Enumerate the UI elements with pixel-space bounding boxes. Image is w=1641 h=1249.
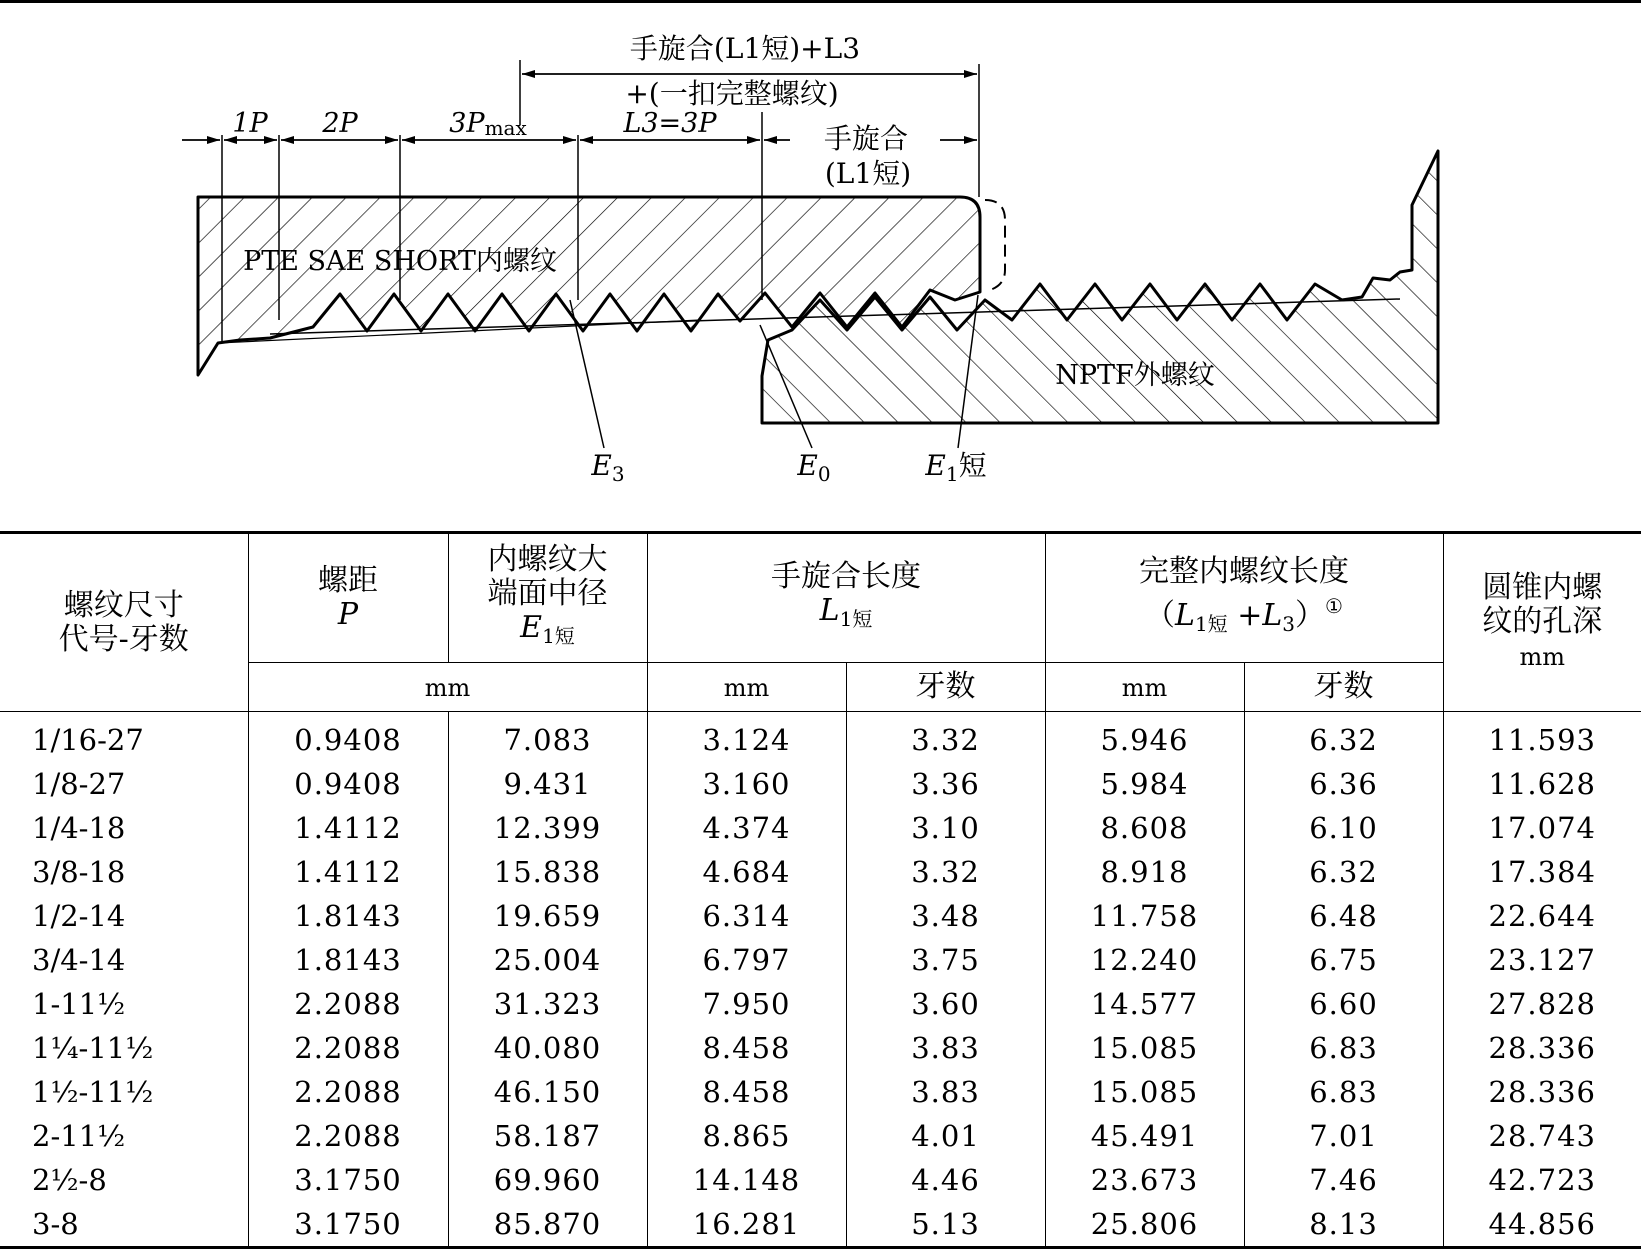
table-body bbox=[0, 712, 1641, 1248]
cell-full-teeth: 6.36 bbox=[1244, 762, 1443, 806]
dim-3pmax: 3Pmax bbox=[449, 108, 527, 140]
cell-hand-mm: 6.797 bbox=[647, 938, 846, 982]
cell-diameter: 7.083 bbox=[448, 712, 647, 763]
cell-hand-mm: 3.160 bbox=[647, 762, 846, 806]
cell-size: 3/8-18 bbox=[0, 850, 248, 894]
spec-table bbox=[0, 531, 1641, 1249]
cell-full-teeth: 6.75 bbox=[1244, 938, 1443, 982]
cell-size: 3/4-14 bbox=[0, 938, 248, 982]
label-e0: $E_0$ bbox=[797, 449, 831, 486]
cell-hand-mm: 8.458 bbox=[647, 1026, 846, 1070]
cell-size: 1/16-27 bbox=[0, 712, 248, 763]
cell-depth: 17.384 bbox=[1443, 850, 1641, 894]
cell-full-teeth: 6.10 bbox=[1244, 806, 1443, 850]
cell-diameter: 15.838 bbox=[448, 850, 647, 894]
cell-full-teeth: 7.01 bbox=[1244, 1114, 1443, 1158]
cell-full-teeth: 8.13 bbox=[1244, 1202, 1443, 1248]
cell-full-teeth: 7.46 bbox=[1244, 1158, 1443, 1202]
cell-size: 1/4-18 bbox=[0, 806, 248, 850]
label-e1: $E_1$短 bbox=[925, 449, 987, 486]
cell-pitch: 1.8143 bbox=[248, 894, 448, 938]
cell-diameter: 31.323 bbox=[448, 982, 647, 1026]
cell-hand-mm: 4.374 bbox=[647, 806, 846, 850]
table-row bbox=[0, 1114, 1641, 1158]
cell-full-mm: 11.758 bbox=[1045, 894, 1244, 938]
col-diameter-header: 内螺纹大 端面中径 $E_{1短}$ bbox=[448, 533, 647, 663]
cell-full-mm: 15.085 bbox=[1045, 1026, 1244, 1070]
cell-depth: 22.644 bbox=[1443, 894, 1641, 938]
cell-full-mm: 12.240 bbox=[1045, 938, 1244, 982]
cell-size: 2½-8 bbox=[0, 1158, 248, 1202]
cell-full-teeth: 6.32 bbox=[1244, 850, 1443, 894]
cell-hand-teeth: 3.32 bbox=[846, 850, 1045, 894]
dim-hand-line2: (L1短) bbox=[824, 157, 912, 190]
cell-full-mm: 25.806 bbox=[1045, 1202, 1244, 1248]
cell-hand-mm: 6.314 bbox=[647, 894, 846, 938]
cell-diameter: 12.399 bbox=[448, 806, 647, 850]
cell-hand-mm: 8.458 bbox=[647, 1070, 846, 1114]
cell-full-teeth: 6.83 bbox=[1244, 1070, 1443, 1114]
cell-pitch: 2.2088 bbox=[248, 1026, 448, 1070]
external-thread-label: NPTF外螺纹 bbox=[1055, 360, 1215, 391]
cell-hand-mm: 3.124 bbox=[647, 712, 846, 763]
thread-engagement-diagram bbox=[0, 0, 1641, 510]
cell-pitch: 2.2088 bbox=[248, 1114, 448, 1158]
dim-2p: 2P bbox=[322, 108, 358, 139]
cell-diameter: 40.080 bbox=[448, 1026, 647, 1070]
cell-depth: 28.743 bbox=[1443, 1114, 1641, 1158]
cell-full-mm: 45.491 bbox=[1045, 1114, 1244, 1158]
cell-depth: 42.723 bbox=[1443, 1158, 1641, 1202]
cell-pitch: 3.1750 bbox=[248, 1202, 448, 1248]
col-hand-engagement-header: 手旋合长度 $L_{1短}$ bbox=[647, 533, 1045, 663]
cell-depth: 11.593 bbox=[1443, 712, 1641, 763]
cell-hand-mm: 14.148 bbox=[647, 1158, 846, 1202]
col-size-header: 螺纹尺寸 代号-牙数 bbox=[0, 533, 248, 712]
dim-hand-line1: 手旋合 bbox=[823, 122, 909, 155]
cell-size: 1½-11½ bbox=[0, 1070, 248, 1114]
cell-hand-mm: 4.684 bbox=[647, 850, 846, 894]
cell-full-teeth: 6.60 bbox=[1244, 982, 1443, 1026]
cell-hand-teeth: 3.36 bbox=[846, 762, 1045, 806]
cell-size: 1¼-11½ bbox=[0, 1026, 248, 1070]
cell-hand-mm: 8.865 bbox=[647, 1114, 846, 1158]
cell-diameter: 58.187 bbox=[448, 1114, 647, 1158]
cell-pitch: 1.4112 bbox=[248, 850, 448, 894]
cell-full-mm: 23.673 bbox=[1045, 1158, 1244, 1202]
unit-mm-2: mm bbox=[647, 663, 846, 712]
cell-pitch: 2.2088 bbox=[248, 1070, 448, 1114]
cell-depth: 44.856 bbox=[1443, 1202, 1641, 1248]
cell-depth: 28.336 bbox=[1443, 1026, 1641, 1070]
cell-full-teeth: 6.83 bbox=[1244, 1026, 1443, 1070]
cell-hand-teeth: 5.13 bbox=[846, 1202, 1045, 1248]
unit-mm-1: mm bbox=[248, 663, 647, 712]
dim-l3: L3=3P bbox=[623, 108, 717, 139]
cell-full-mm: 15.085 bbox=[1045, 1070, 1244, 1114]
cell-size: 2-11½ bbox=[0, 1114, 248, 1158]
cell-pitch: 3.1750 bbox=[248, 1158, 448, 1202]
cell-hand-teeth: 3.83 bbox=[846, 1026, 1045, 1070]
col-full-thread-header: 完整内螺纹长度 $(L_{1短} +L_3)^①$ bbox=[1045, 533, 1443, 663]
table-row bbox=[0, 762, 1641, 806]
table-row bbox=[0, 850, 1641, 894]
cell-hand-teeth: 3.10 bbox=[846, 806, 1045, 850]
table-row bbox=[0, 982, 1641, 1026]
cell-hand-teeth: 3.83 bbox=[846, 1070, 1045, 1114]
table-row bbox=[0, 1158, 1641, 1202]
internal-thread-label: PTE SAE SHORT内螺纹 bbox=[243, 246, 557, 277]
table-row bbox=[0, 1202, 1641, 1248]
cell-hand-mm: 7.950 bbox=[647, 982, 846, 1026]
table-row bbox=[0, 806, 1641, 850]
cell-full-teeth: 6.32 bbox=[1244, 712, 1443, 763]
cell-pitch: 1.8143 bbox=[248, 938, 448, 982]
table-row bbox=[0, 1070, 1641, 1114]
cell-full-mm: 8.608 bbox=[1045, 806, 1244, 850]
cell-size: 1-11½ bbox=[0, 982, 248, 1026]
cell-hand-teeth: 3.75 bbox=[846, 938, 1045, 982]
cell-depth: 11.628 bbox=[1443, 762, 1641, 806]
col-depth-header: 圆锥内螺 纹的孔深 mm bbox=[1443, 533, 1641, 712]
cell-hand-teeth: 3.48 bbox=[846, 894, 1045, 938]
table-row bbox=[0, 938, 1641, 982]
unit-mm-3: mm bbox=[1045, 663, 1244, 712]
cell-hand-teeth: 4.01 bbox=[846, 1114, 1045, 1158]
cell-full-mm: 5.946 bbox=[1045, 712, 1244, 763]
cell-full-mm: 5.984 bbox=[1045, 762, 1244, 806]
cell-size: 1/8-27 bbox=[0, 762, 248, 806]
col-pitch-header: 螺距 P bbox=[248, 533, 448, 663]
cell-diameter: 69.960 bbox=[448, 1158, 647, 1202]
cell-diameter: 46.150 bbox=[448, 1070, 647, 1114]
top-dim-line2: +(一扣完整螺纹) bbox=[625, 77, 839, 110]
cell-hand-mm: 16.281 bbox=[647, 1202, 846, 1248]
label-e3: $E_3$ bbox=[591, 449, 625, 486]
cell-diameter: 85.870 bbox=[448, 1202, 647, 1248]
cell-depth: 23.127 bbox=[1443, 938, 1641, 982]
top-dim-line1: 手旋合(L1短)+L3 bbox=[629, 32, 861, 65]
cell-full-mm: 14.577 bbox=[1045, 982, 1244, 1026]
teeth-2: 牙数 bbox=[1244, 663, 1443, 712]
table-row bbox=[0, 1026, 1641, 1070]
cell-diameter: 19.659 bbox=[448, 894, 647, 938]
cell-pitch: 0.9408 bbox=[248, 712, 448, 763]
cell-pitch: 0.9408 bbox=[248, 762, 448, 806]
table-row bbox=[0, 712, 1641, 763]
cell-full-teeth: 6.48 bbox=[1244, 894, 1443, 938]
cell-hand-teeth: 4.46 bbox=[846, 1158, 1045, 1202]
cell-full-mm: 8.918 bbox=[1045, 850, 1244, 894]
cell-diameter: 9.431 bbox=[448, 762, 647, 806]
cell-pitch: 1.4112 bbox=[248, 806, 448, 850]
cell-depth: 28.336 bbox=[1443, 1070, 1641, 1114]
cell-diameter: 25.004 bbox=[448, 938, 647, 982]
cell-depth: 27.828 bbox=[1443, 982, 1641, 1026]
cell-hand-teeth: 3.32 bbox=[846, 712, 1045, 763]
teeth-1: 牙数 bbox=[846, 663, 1045, 712]
table-row bbox=[0, 894, 1641, 938]
cell-size: 1/2-14 bbox=[0, 894, 248, 938]
cell-hand-teeth: 3.60 bbox=[846, 982, 1045, 1026]
dim-1p: 1P bbox=[232, 108, 268, 139]
cell-pitch: 2.2088 bbox=[248, 982, 448, 1026]
cell-size: 3-8 bbox=[0, 1202, 248, 1248]
cell-depth: 17.074 bbox=[1443, 806, 1641, 850]
